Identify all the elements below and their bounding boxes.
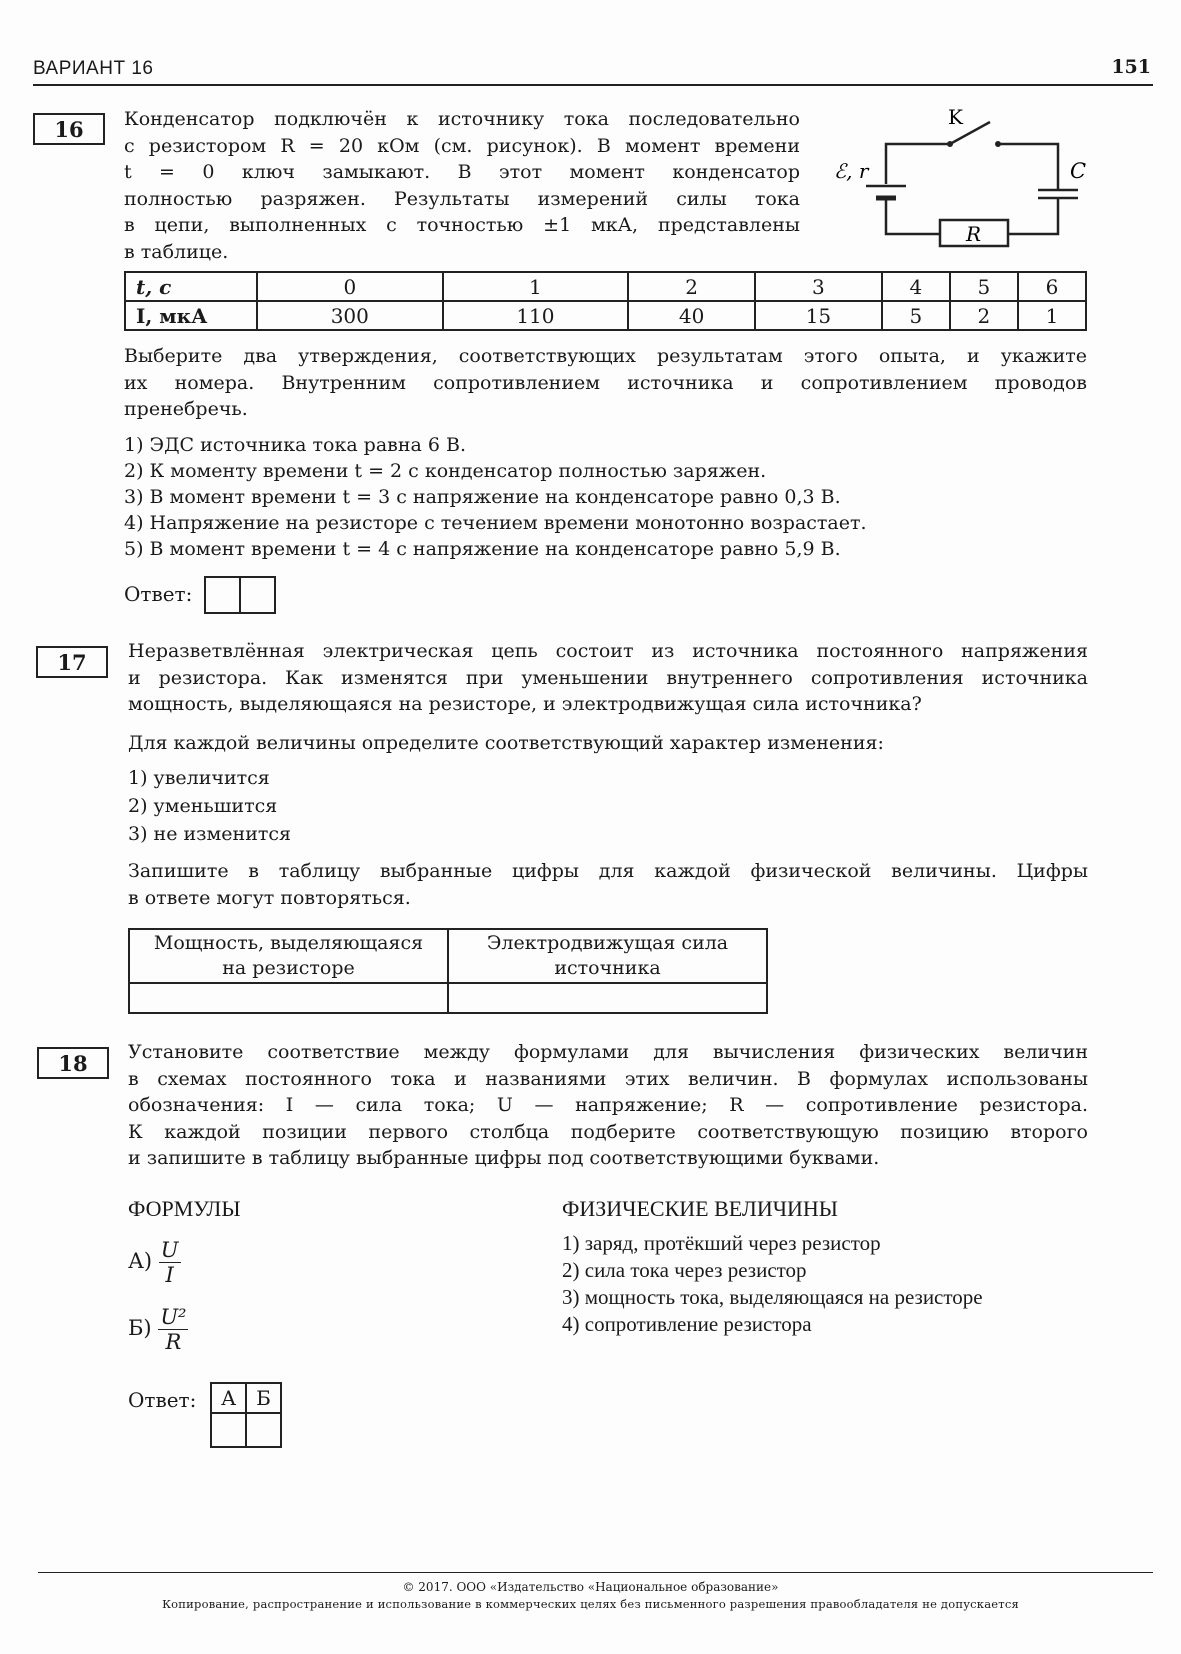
q17-header-emf-line-1: Электродвижущая сила: [486, 932, 729, 954]
formula-a: [128, 1238, 181, 1287]
q18-answer-table: [210, 1382, 282, 1448]
q16-instruction-line-3: пренебречь.: [124, 398, 248, 420]
question-18-number: 18: [37, 1047, 109, 1079]
formula-a-fraction: [159, 1238, 181, 1287]
q17-header-power-line-1: Мощность, выделяющаяся: [153, 932, 424, 954]
q16-measurement-table: [124, 271, 1087, 331]
q17-write-line-1: Запишите в таблицу выбранные цифры для каждой физической величины. Цифры: [128, 860, 1088, 882]
formula-a-numerator: U: [160, 1238, 179, 1262]
current-cell: 5: [882, 301, 950, 330]
q17-prompt: Для каждой величины определите соответствующий характер изменения:: [128, 732, 884, 754]
q16-answer-label: Ответ:: [124, 582, 193, 606]
page-number: 151: [1111, 56, 1151, 78]
time-cell: 6: [1018, 272, 1086, 301]
formula-b-letter: Б): [128, 1316, 152, 1340]
q17-options-list: [128, 764, 291, 848]
q17-write-line-2: в ответе могут повторяться.: [128, 886, 411, 909]
quantities-heading: ФИЗИЧЕСКИЕ ВЕЛИЧИНЫ: [562, 1196, 838, 1221]
circuit-diagram: [830, 102, 1100, 262]
resistor-label: R: [966, 222, 982, 246]
list-item: 3) В момент времени t = 3 с напряжение на конденсаторе равно 0,3 В.: [124, 486, 841, 508]
footer-notice: Копирование, распространение и использование в коммерческих целях без письменного разрешения правообладателя не допускается: [162, 1597, 1019, 1611]
list-item: 5) В момент времени t = 4 с напряжение на конденсаторе равно 5,9 В.: [124, 538, 841, 560]
q16-answer-box[interactable]: [204, 576, 276, 614]
q18-line-5: и запишите в таблицу выбранные цифры под соответствующими буквами.: [128, 1147, 880, 1169]
q17-header-power-line-2: на резисторе: [222, 957, 355, 979]
footer-rule: [38, 1572, 1153, 1573]
list-item: 1) ЭДС источника тока равна 6 В.: [124, 434, 467, 456]
question-16-number: 16: [33, 113, 105, 145]
question-17-number: 17: [36, 646, 108, 678]
q16-line-6: в таблице.: [124, 240, 229, 263]
q18-answer-label: Ответ:: [128, 1388, 197, 1412]
question-17-text: [128, 638, 1088, 718]
source-label: ℰ, r: [834, 159, 869, 183]
formula-b: [128, 1305, 188, 1354]
formula-b-fraction: [158, 1305, 188, 1354]
wire-top-right: [998, 144, 1058, 190]
q17-answer-cell-emf[interactable]: [448, 983, 767, 1013]
header-rule: [33, 84, 1153, 86]
q17-line-1: Неразветвлённая электрическая цепь состоит из источника постоянного напряжения: [128, 640, 1088, 662]
current-cell: 300: [257, 301, 443, 330]
q16-line-4: полностью разряжен. Результаты измерений силы тока: [124, 187, 800, 210]
question-18-text: [128, 1039, 1088, 1172]
quantities-list: [562, 1230, 983, 1338]
list-item: 4) сопротивление резистора: [562, 1312, 812, 1336]
q16-line-5: в цепи, выполненных с точностью ±1 мкА, представлены: [124, 214, 800, 236]
current-cell: 40: [628, 301, 755, 330]
time-cell: 3: [755, 272, 882, 301]
q16-line-1: Конденсатор подключён к источнику тока последовательно: [124, 108, 800, 130]
list-item: 2) К моменту времени t = 2 с конденсатор полностью заряжен.: [124, 460, 767, 482]
answer-cell-1[interactable]: [206, 578, 239, 612]
q17-line-2: и резистора. Как изменятся при уменьшении внутреннего сопротивления источника: [128, 666, 1088, 689]
time-cell: 1: [443, 272, 629, 301]
list-item: 3) не изменится: [128, 823, 292, 845]
current-cell: 110: [443, 301, 629, 330]
formulas-heading: ФОРМУЛЫ: [128, 1196, 241, 1221]
list-item: 2) уменьшится: [128, 795, 278, 817]
table-row-label-current: I, мкА: [125, 301, 257, 330]
q17-write-instruction: [128, 858, 1088, 911]
switch-contact-right: [995, 141, 1001, 147]
list-item: 1) заряд, протёкший через резистор: [562, 1231, 881, 1255]
wire-left-bottom: [886, 200, 940, 234]
answer-letter-b: Б: [246, 1383, 281, 1413]
current-cell: 1: [1018, 301, 1086, 330]
formula-b-numerator: U²: [160, 1305, 187, 1329]
current-cell: 2: [950, 301, 1018, 330]
time-cell: 4: [882, 272, 950, 301]
list-item: 1) увеличится: [128, 767, 270, 789]
question-16-text: [124, 106, 800, 265]
q17-header-power: [129, 929, 448, 983]
key-label: K: [948, 105, 963, 129]
q16-instruction-line-2: их номера. Внутренним сопротивлением источника и сопротивлением проводов: [124, 371, 1087, 394]
q16-instruction: [124, 343, 1087, 423]
q16-instruction-line-1: Выберите два утверждения, соответствующих результатам этого опыта, и укажите: [124, 345, 1087, 367]
time-cell: 2: [628, 272, 755, 301]
list-item: 3) мощность тока, выделяющаяся на резисторе: [562, 1285, 983, 1309]
current-cell: 15: [755, 301, 882, 330]
q18-line-3: обозначения: I — сила тока; U — напряжение; R — сопротивление резистора.: [128, 1094, 1088, 1116]
time-cell: 5: [950, 272, 1018, 301]
answer-cell-a[interactable]: [211, 1413, 246, 1447]
wire-top-left: [886, 144, 950, 184]
answer-cell-2[interactable]: [239, 578, 274, 612]
formula-b-denominator: R: [165, 1330, 182, 1354]
q18-line-4: К каждой позиции первого столбца подберите соответствующую позицию второго: [128, 1120, 1088, 1143]
variant-title: ВАРИАНТ 16: [33, 58, 154, 79]
q16-line-3: t = 0 ключ замыкают. В этот момент конденсатор: [124, 161, 800, 183]
capacitor-label: C: [1070, 159, 1087, 183]
list-item: 4) Напряжение на резисторе с течением времени монотонно возрастает.: [124, 512, 867, 534]
q16-line-2: с резистором R = 20 кОм (см. рисунок). В момент времени: [124, 134, 800, 157]
formula-a-letter: А): [128, 1249, 153, 1273]
table-row-label-time: t, с: [125, 272, 257, 301]
footer-copyright: © 2017. ООО «Издательство «Национальное образование»: [402, 1580, 779, 1594]
q18-line-2: в схемах постоянного тока и названиями этих величин. В формулах использованы: [128, 1067, 1088, 1090]
q17-answer-table: [128, 928, 768, 1014]
wire-right-bottom: [1008, 198, 1058, 234]
q18-line-1: Установите соответствие между формулами для вычисления физических величин: [128, 1041, 1088, 1063]
q16-options-list: [124, 432, 867, 562]
answer-cell-b[interactable]: [246, 1413, 281, 1447]
answer-letter-a: А: [211, 1383, 246, 1413]
list-item: 2) сила тока через резистор: [562, 1258, 807, 1282]
q17-line-3: мощность, выделяющаяся на резисторе, и электродвижущая сила источника?: [128, 693, 922, 715]
formula-a-denominator: I: [165, 1263, 174, 1287]
time-cell: 0: [257, 272, 443, 301]
q17-header-emf: [448, 929, 767, 983]
q17-answer-cell-power[interactable]: [129, 983, 448, 1013]
q17-header-emf-line-2: источника: [554, 957, 661, 979]
switch-contact-left: [947, 141, 953, 147]
